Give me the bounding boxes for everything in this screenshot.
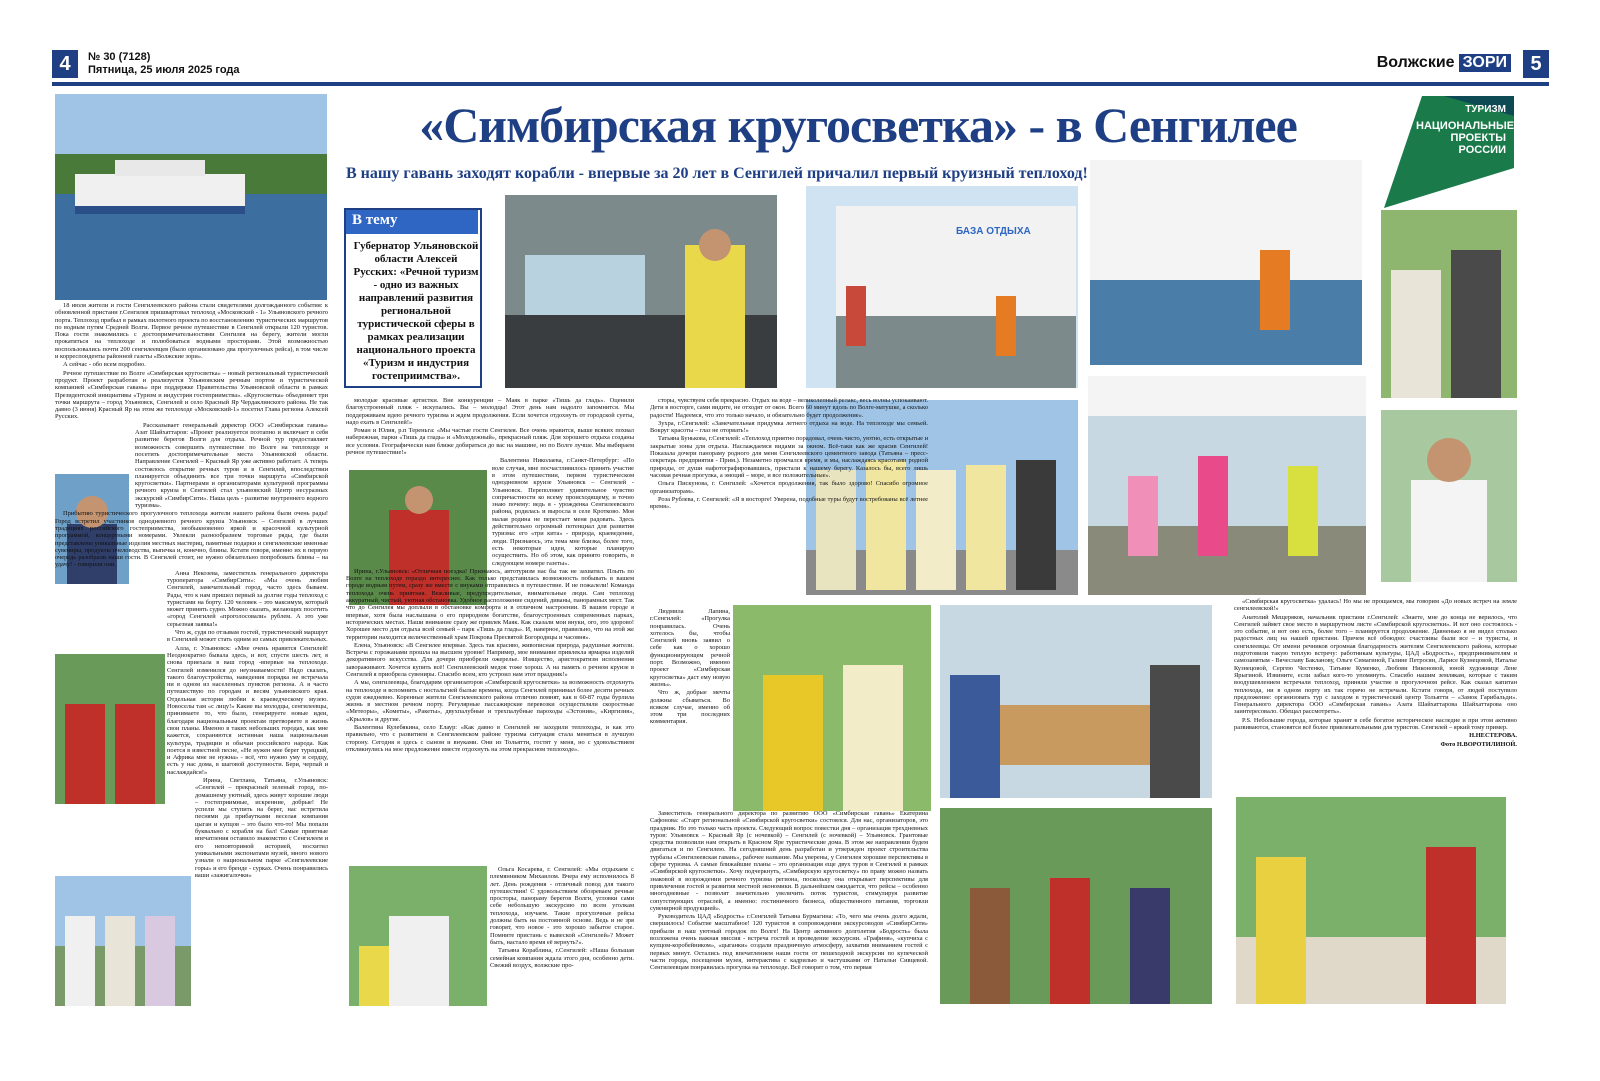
paragraph: Ольга Пискунова, г. Сенгилей: «Хочется продолжения, так было здорово! Спасибо огромное организаторам». xyxy=(650,480,928,495)
header-rule xyxy=(52,82,1549,86)
logo-name: НАЦИОНАЛЬНЫЕ ПРОЕКТЫ РОССИИ xyxy=(1416,120,1515,156)
paragraph: Заместитель генерального директора по развитию ООО «Симбирская гавань» Екатерина Сафонова: «Старт региональной «Симбирской кругосветки» состоялся. Для нас, организаторов, это праздник. Но это только часть проекта. Следующий вопрос повестки дня – организация трехдневных туров: Ульяновск – Красный Яр (с ночевкой) – Сенгилей (с ночевкой) – Ульяновск. Грантовые средства позволили нам открыть в Красном Яре туристические дома. В этом же направлении будем двигаться и по Сенгилею. На сегодняшний день разработан и утвержден проект строительства турбазы «Сенгилеевская гавань», рабочее название. Мы уверены, у Сенгилея хорошие перспективы в сфере туризма. А самые ближайшие планы – это организация еще двух туров в Сенгилей в рамках «Симбирской кругосветки». Хочу подчеркнуть, «Симбирскую кругосветку» по праву можно назвать знаковой в возрождении речного туризма региона, поскольку она открывает перспективы для привлечения гостей и развития местной экономики. В дальнейшем ожидается, что рейсы – особенно многодневные - позволят значительно увеличить поток туристов, стимулируя развитие сопутствующих отраслей, а именно: гостиничного бизнеса, общественного питания, торговли сувенирной продукцией». xyxy=(650,810,928,912)
issue-number: № 30 (7128) xyxy=(88,51,151,63)
paragraph: молодые красивые артистки. Вне конкуренции – Маяк в парке «Тишь да гладь». Оценили благоустроенный пляж - искупались. Вы – молодцы! Этот день нам надолго запомнится. Мы поддерживаем идею речного туризма и ждем продолжения. Если хочется отдохнуть от городской суеты, надо ехать в Сенгилей!» xyxy=(346,397,634,426)
photo-woman-with-souvenirs xyxy=(1381,210,1517,398)
paragraph: Елена, Ульяновск: «В Сенгилее впервые. Здесь так красиво, живописная природа, радушные жители. Встреча с горожанами прошла на высшем уровне! Например, мое внимание привлекла ярмарка изделий декоративного искусства. Для дочери приобрели ожерелье. Изящество, аристократизм исполнения завораживают. Хочется купить всё! Сенгилеевский медок тоже хорош. А на память о речном круизе в Сенгилей я приобрела сувениры. Спасибо всем, кто устроил нам этот праздник!» xyxy=(346,641,634,678)
text-column-4 xyxy=(1234,598,1517,794)
brand-logo: ЗОРИ xyxy=(1459,54,1511,72)
paragraph: Татьяна Кораблина, г.Сенгилей: «Наша большая семейная компания ждала этого дня, особенно дети. Свежий воздух, волжские про- xyxy=(490,947,634,969)
paragraph: «Симбирская кругосветка» удалась! Но мы не прощаемся, мы говорим «До новых встреч на земле сенгилеевской!» xyxy=(1234,598,1517,613)
paragraph: Зухра, г.Сенгилей: «Замечательная придумка летнего отдыха на воде. На теплоходе мы семьей. Вокруг красоты – глаз не оторвать!» xyxy=(650,419,928,435)
paragraph: Прибытию туристического прогулочного теплохода жители нашего района были очень рады! Город встретил участников однодневного речного круиза Ульяновск – Сенгилей в лучших традициях российского гостеприимства, необыкновенно яркой и красочной культурной программой, концертными номерами. Увлекли разнообразием торговые ряды, где были представлены уникальные изделия местных мастериц, памятные подарки и сенгилеевские именные сувениры, продукты пчеловодства, выпечка и, конечно, блины. Кстати говоря, именно их в первую очередь разобрали наши гости. В Сенгилей стоит, не нужно обязательно попробовать блины – на удачу! - говорили они. xyxy=(55,510,328,569)
paragraph: Роза Рублева, г. Сенгилей: «Я в восторге! Уверена, подобные туры будут востребованы всё летнее время». xyxy=(650,495,928,511)
text-column-3b xyxy=(650,608,730,808)
paragraph: Валентина Николаева, г.Санкт-Петербург: «По воле случая, мне посчастливилось принять участие в этом путешествии, первом туристическом однодневном круизе Ульяновск – Сенгилей - Ульяновск. Переполняет удивительное чувство сопричастности ко всему происходящему, и точно знаю почему: ведь я - урожденка Сенгилеевского района, родилась и выросла в селе Кротково. Моя малая родина не перестает меня радовать. Здесь действительно огромный потенциал для развития туризма: его «три кита» - природа, краеведение, люди. Признаюсь, эта тема мне близка, более того, есть некоторые идеи, которые планирую осуществить. Но об этом, как принято говорить, в следующем номере газеты». xyxy=(492,457,634,567)
signature-author: Н.НЕСТЕРОВА. xyxy=(1469,732,1517,740)
text-column-2 xyxy=(346,397,634,867)
sidebar-box xyxy=(344,208,482,388)
photo-children-on-boat xyxy=(1088,376,1366,595)
photo-woman-with-child xyxy=(349,866,487,1006)
paragraph: Алла, г. Ульяновск: «Мне очень нравится Сенгилей! Неоднократно бывала здесь, и вот, спустя шесть лет, я снова приехала в ваш город -впервые на теплоходе. Сенгилей изменился до неузнаваемости! Надо сказать, такого благоустройства, наведения порядка не встречала ни в одном из населенных пунктов региона. А я часто путешествую по городам и весям ульяновского края. Отдельная история любви к краеведческому музею. Новоселы там «с лицу!» Какие вы молодцы, сенгилеевцы, принимаете то, что было, генерируете новые идеи, благодаря национальным проектам претворяете в жизнь свои планы. Именно в таких небольших городах, как мне кажется, сохраняются истинная наша национальная культура, традиции и обычаи российского народа. Как поется в известной песне, «Не нужен мне берег турецкий, и Африка мне не нужна» - всё, что нужно уму и сердцу, есть у нас дома, в шаговой доступности. Бери, черпай и наслаждайся!» xyxy=(167,644,328,776)
national-projects-logo xyxy=(1384,96,1514,208)
photo-smiling-woman xyxy=(1381,410,1517,582)
photo-folk-costumes xyxy=(940,808,1212,1004)
paragraph: P.S. Небольшие города, которые хранят в себе богатое историческое наследие и при этом активно развиваются, становятся всё более привлекательными для туристов. Сенгилей – яркий тому пример. xyxy=(1234,716,1517,732)
paragraph: Ольга Косарева, г. Сенгилей: «Мы отдыхаем с племянником Михаилом. Вчера ему исполнилось 8 лет. День рождения - отличный повод для такого путешествия! С удовольствием обозреваем речные просторы, панораму берегов Волги, угловки сами себе небольшую экскурсию по всем уголкам теплохода, изучаем. Такие прогулочные рейсы должны быть на постоянной основе. Ведь и не зря говорят, что новое - это хорошо забытое старое. Помните пристань с вывеской «Сенгилей»? Может быть, настало время её вернуть?». xyxy=(490,866,634,946)
photo-captain-cabin xyxy=(505,195,777,388)
photo-boarding-ramp xyxy=(1090,160,1362,365)
text-column-3c xyxy=(650,810,928,1006)
paragraph: А сейчас - обо всем подробно. xyxy=(63,361,146,369)
signature-photo: Фото Н.ВОРОТИЛИНОЙ. xyxy=(1440,740,1517,748)
paragraph: Что ж, добрые мечты должны сбываться. Во всяком случае, именно об этом три последних комментария. xyxy=(650,689,730,726)
logo-tag: ТУРИЗМ xyxy=(1465,104,1506,115)
paragraph: Рассказывает генеральный директор ООО «Симбирская гавань» Азат Шайхаттаров: «Проект реализуется поэтапно и включает в себя развитие берегов Волги для отдыха. Речной тур предоставляет возможность совершить путешествие по Волге на теплоходе и посетить достопримечательные места Ульяновской области. Направление Сенгилей – Красный Яр уже активно работает. А теперь состоялось открытие речных туров и в Сенгилей, впоследствии планируется объединить все три точки маршрута «Симбирской кругосветки». Партнерами и организаторами культурной программы речного круиза в Сенгилей стал ульяновский Центр несуразных экскурсий «СимбирСити». Наша цель - развитие внутреннего водного туризма». xyxy=(135,421,328,510)
brand-text: Волжские xyxy=(1376,54,1455,71)
issue-date: Пятница, 25 июля 2025 года xyxy=(88,64,240,76)
paragraph: А мы, сенгилеевцы, благодарим организаторов «Симбирской кругосветки» за возможность отдохнуть на теплоходе и вспомнить с ностальгией былые времена, когда Сенгилей принимал более десяти речных судов ежедневно. Коренные жители Сенгилеевского района отлично помнят, как в 60-87 годы бурлила жизнь в местном речном порту. Регулярные пассажирские перевозки осуществляли скоростные «Метеоры», «Кометы», «Ракеты», двухпалубные и трехпалубные пароходы «Эстония», «Киргизия», «Крылов» и другие. xyxy=(346,679,634,723)
paragraph: сторы, чувствуем себя прекрасно. Отдых на воде – великолепный релакс, весь волны успокаивают. Дети в восторге, сами видите, не отходят от окон. Всего 60 минут вдоль по Волге-матушке, а сколько радости! Надеемся, что это только начало, и обязательно будет продолжение». xyxy=(650,397,928,419)
text-column-3 xyxy=(650,397,928,605)
photo-fair-stall xyxy=(1236,797,1506,1004)
photo-interview xyxy=(733,605,931,811)
sidebar-text: Губернатор Ульяновской области Алексей Русских: «Речной туризм - одно из важных направлений развития региональной туристической сферы в рамках реализации национального проекта «Туризм и индустрия гостеприимства». xyxy=(353,240,479,382)
ship-sign: БАЗА ОТДЫХА xyxy=(956,226,1031,237)
paragraph: Ирина, Светлана, Татьяна, г.Ульяновск: «Сенгилей – прекрасный зеленый город, по-домашнему уютный, здесь живут хорошие люди – гостеприимные, искренние, добрые! Не успели мы ступить на берег, нас встретила песнями да прибаутками веселая компания цыган и купцов – это было что-то! Мы попали буквально с корабля на бал! Самые приятные впечатления оставило знакомство с Сенгилеем и его неповторимой историей, восхитил уникальными экспонатами музей, много нового узнали о национальном парке «Сенгилеевские горы» и его бренде - сурках. Очень понравились ваши «зажигалочки» xyxy=(195,777,328,879)
photo-family-at-table xyxy=(940,605,1212,798)
sidebar-label: В тему xyxy=(346,210,478,234)
paragraph: Руководитель ЦАД «Бодрость» г.Сенгилей Татьяна Бурмагина: «То, чего мы очень долго ждали, свершилось! Событие масштабное! 120 туристов в сопровождении экскурсоводов «СимбирСити» прибыли в наш уютный городок по Волге! На Центр активного долголетия «Бодрость» была возложена очень важная миссия - встреча гостей и проведение экскурсии. «Графиня», «купчиха с купцом-коробейником», «цыганки» создали праздничную атмосферу, захватив вниманием гостей с первых минут. Остались под впечатлением наши гости от пешеходной экскурсии по купеческой части города, посещения музея, интерактива с кадрилью и частушками от Натальи Сивцевой. Сенгилеевцам понравилась прогулка на теплоходе. Всё говорит о том, что первая xyxy=(650,913,928,972)
paragraph: Ирина, г.Ульяновск: «Отличная поездка! Признаюсь, автотуризм нас бы так не захватил. Плыть по Волге на теплоходе гораздо интереснее. Как только представилась возможность побывать в вашем городе водным путем, сразу же вместе с внуками отправились в путешествие. И не пожалели! Команда теплохода очень приятная. Вежливые, предупредительные, внимательные люди. Сам теплоход аккуратный, чистый, уютная обстановка. Удобное расположение сидений, диваны, панорамных мест. Так что до Сенгилея мы доплыли в обстановке комфорта и в отличном настроении. В вашем городе я впервые, хотя была наслышана о его природном богатстве, благоустроенных современных парках, исторических местах. Наши внимание сразу же привлек Маяк. Как сказали мои внуки, ого, это здорово! Хорошее место для отдыха всей семьей – парк «Тишь да гладь». И, наверное, правильно, что на этой же территории находится величественный храм Покрова Пресвятой Богородицы и часовня». xyxy=(346,567,634,641)
issue-info xyxy=(88,51,240,77)
paragraph: Татьяна Бунькова, г.Сенгилей: «Теплоход приятно порадовал, очень чисто, уютно, есть открытые и закрытые зоны для отдыха. Наслаждаемся видами за окном. Всё-таки как же красив Сенгилей! Показала дочери панораму родного для меня Сенгилеевского цементного завода (Татьяна – пресс-секретарь предприятия - Прим.). Незаметно промчался время, и мы, наслаждаясь красотами родной природы, от души нафотографировавшись, пристали к нашему берегу. Казалось бы, всего лишь часовая речная прогулка, а эмоций – море, и все положительные». xyxy=(650,435,928,479)
newspaper-brand xyxy=(1377,54,1511,72)
photo-ship-deck-crowd xyxy=(806,186,1078,388)
paragraph: Валентина Кулебякина, село Елаур: «Как давно в Сенгилей не заходили теплоходы, и как это правильно, что с развитием в Сенгилеевском районе туризма ситуация стала меняться в лучшую сторону. Сегодня я здесь с сыном и внуками. Они из Тольятти, гостят у меня, но с удовольствием откликнулись на мое предложение вместе отдохнуть на этом прекрасном теплоходе». xyxy=(346,724,634,753)
paragraph: Речное путешествие по Волге «Симбирская кругосветка» – новый региональный туристический продукт. Проект разработан и реализуется Ульяновским речным портом и туристической компанией «Симбирская гавань» при поддержке Правительства Ульяновской области в рамках Президентской инициативы «Туризм и индустрия гостеприимства». «Кругосветка» объединяет три точки маршрута – город Ульяновск, Сенгилей и село Красный Яр Чердаклинского района. Не так давно (3 июня) Красный Яр на этом же теплоходе «Московский-1» посетил Глава региона Алексей Русских. xyxy=(55,369,328,421)
paragraph: Анатолий Мещеряков, начальник пристани г.Сенгилей: «Знаете, мне до конца не верилось, что Сенгилей займет свое место в маршрутном листе «Симбирской кругосветки». И вот оно состоялось - это событие, и вот оно есть, более того – планируется продолжение. Давненько я не видел столько радостных лиц на нашей пристани. Причем всё обоюдно: счастливы были все – и туристы, и сенгилеевцы. От имени речников огромная благодарность жителям Сенгилеевского района, которые подготовили такую теплую встречу: работникам культуры, ЦАД «Бодрость», предпринимателям и самозанятым - Вячеславу Бакланову, Ольге Симагиной, Галине Петросян, Ларисе Кузнецовой, Наталье Кузнецовой, Сергею Честенко, Татьяне Куменко, Любови Никоновой, юной художнице Лене Ярыгиной. Извините, если забыл кого-то упомянуть. Спасибо нашим землякам, которые с таким воодушевлением встречали теплоход, приняли участие в прогулочном рейсе. Как сказал капитан теплохода, ни в одном порту их так горячо не встречали. Кстати говоря, от людей поступило предложение: организовать тур с заходом в туристический центр Тольятти – «Замок Гарибальди». Генерального директора ООО «Симбирская гавань» Азата Шайхаттарова Шайхаттарова оно заинтересовало. Обещал рассмотреть». xyxy=(1234,613,1517,716)
text-column-2b xyxy=(490,866,634,1006)
article-subtitle: В нашу гавань заходят корабли - впервые за 20 лет в Сенгилей причалил первый круизный теплоход! xyxy=(346,165,1088,182)
photo-ship-on-river xyxy=(55,94,327,300)
article-title: «Симбирская кругосветка» - в Сенгилее xyxy=(419,97,1297,153)
paragraph: Людмила Лапина, г.Сенгилей: «Прогулка понравилась. Очень хотелось бы, чтобы Сенгилей вновь заявил о себе как о хорошо функционирующем речной порт. Возможно, именно проект «Симбирская кругосветка» даст ему новую жизнь». xyxy=(650,608,730,688)
paragraph: Анна Некозева, заместитель генерального директора туроператора «СимбирСити»: «Мы очень любим Сенгилей, замечательный город, часто здесь бываем. Рады, что к нам пришел первый за долгие годы теплоход с туристами на борту. 120 человек – это максимум, который может принять судно. Можно сказать, желающих посетить «город Сенгилей «проголосовали» рублем. А это уже серьезная заявка!» xyxy=(167,569,328,628)
page-number-left: 4 xyxy=(52,50,78,78)
paragraph: Роман и Юлия, р.п Тереньга: «Мы частые гости Сенгилея. Все очень нравится, выше всяких похвал набережная, парки «Тишь да гладь» и «Молодежный», прекрасный пляж. Для хорошего отдыха созданы все условия. Географически нам ближе добираться до вас на машине, но по Волге лучше. Мы выбираем речное путешествие!» xyxy=(346,427,634,457)
page-header xyxy=(52,48,1549,84)
page-number-right: 5 xyxy=(1523,50,1549,78)
paragraph: Что ж, судя по отзывам гостей, туристический маршрут в Сенгилей может стать одним из самых привлекательных. xyxy=(167,629,328,644)
paragraph: 18 июля жители и гости Сенгилеевского района стали свидетелями долгожданного события: к обновленной пристани г.Сенгилея пришвартовал теплоход «Московский - 1» Ульяновского речного порта. Теплоход прибыл в рамках пилотного проекта по восстановлению туристических маршрутов по водным путям Средней Волги. Первое речное путешествие в Сенгилей открыли 120 туристов. Пока гости знакомились с достопримечательностями Сенгилея на берегу, жители могли прокатиться на теплоходе и полюбоваться водными просторами. Этой возможностью воспользовались почти 200 сенгилеевцев (было организовано два прогулочных рейса), в том числе и корреспонденты районной газеты «Волжские зори». xyxy=(55,302,328,361)
text-column-1 xyxy=(55,302,328,1003)
